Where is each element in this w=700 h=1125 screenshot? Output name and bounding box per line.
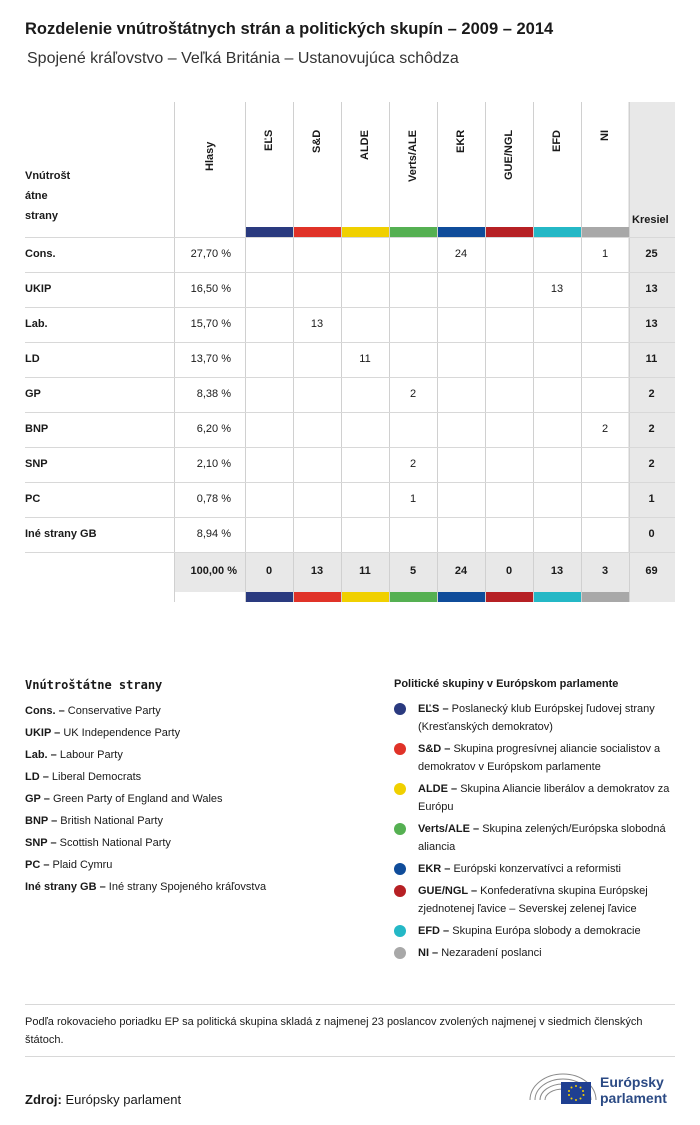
party-legend-abbr: SNP –: [25, 837, 60, 849]
group-legend-item: [394, 882, 684, 918]
group-color-bar-bottom: [486, 592, 533, 602]
group-color-bar-bottom: [294, 592, 341, 602]
party-legend-item: [25, 788, 365, 810]
seat-cell: 2: [409, 458, 417, 470]
column-divider: [533, 102, 534, 602]
seat-cell: 1: [601, 248, 609, 260]
votes-value: 6,20 %: [196, 423, 231, 435]
party-legend-name: Conservative Party: [67, 705, 161, 717]
column-divider: [293, 102, 294, 602]
seat-cell: 13: [310, 318, 324, 330]
group-color-bar: [246, 227, 293, 237]
seats-total: 2: [648, 423, 655, 435]
group-header-alde: ALDE: [359, 130, 371, 160]
group-legend-name: Konfederatívna skupina Európskej zjednotenej ľavice – Severskej zelenej ľavice: [418, 885, 648, 915]
votes-value: 16,50 %: [190, 283, 231, 295]
party-legend-item: [25, 766, 365, 788]
seat-cell: 13: [550, 283, 564, 295]
votes-value: 8,94 %: [196, 528, 231, 540]
votes-value: 27,70 %: [190, 248, 231, 260]
seat-cell: 2: [601, 423, 609, 435]
party-name: Iné strany GB: [25, 528, 97, 540]
seat-cell: 1: [409, 493, 417, 505]
logo-line1: Európsky: [600, 1074, 664, 1090]
group-legend-abbr: EKR –: [418, 863, 454, 875]
group-color-bar: [294, 227, 341, 237]
votes-value: 15,70 %: [190, 318, 231, 330]
party-legend-abbr: UKIP –: [25, 727, 64, 739]
group-header-ekr: EKR: [455, 130, 467, 154]
party-legend-abbr: Lab. –: [25, 749, 60, 761]
group-legend-item: [394, 740, 684, 776]
seat-cell: 11: [359, 353, 371, 365]
group-color-bar: [486, 227, 533, 237]
totals-seat-cell: 24: [454, 565, 468, 577]
source-label: Zdroj:: [25, 1092, 62, 1107]
group-color-dot: [394, 925, 406, 937]
political-groups-legend-heading: Politické skupiny v Európskom parlamente: [394, 678, 619, 690]
source-line: [25, 1092, 181, 1107]
column-divider: [581, 102, 582, 602]
group-legend-item: [394, 780, 684, 816]
totals-seat-cell: 11: [359, 565, 371, 577]
party-name: Cons.: [25, 248, 56, 260]
group-color-dot: [394, 783, 406, 795]
seats-column-header: Kresiel: [632, 214, 669, 226]
group-color-bar-bottom: [246, 592, 293, 602]
seat-cell: 24: [454, 248, 468, 260]
seats-total: 0: [648, 528, 655, 540]
group-color-bar-bottom: [438, 592, 485, 602]
votes-column-header: Hlasy: [204, 142, 216, 172]
group-color-bar-bottom: [534, 592, 581, 602]
row-divider: [25, 552, 675, 553]
group-legend-item: [394, 860, 684, 878]
party-legend-abbr: LD –: [25, 771, 52, 783]
totals-seat-cell: 0: [505, 565, 513, 577]
group-legend-name: Nezaradení poslanci: [441, 947, 542, 959]
group-legend-name: Skupina Európa slobody a demokracie: [452, 925, 641, 937]
votes-value: 8,38 %: [196, 388, 231, 400]
group-legend-abbr: GUE/NGL –: [418, 885, 481, 897]
seats-total: 11: [645, 353, 658, 365]
votes-value: 2,10 %: [196, 458, 231, 470]
group-header-ni: NI: [599, 130, 611, 141]
party-column-header: Vnútrošt átne strany: [25, 170, 71, 222]
group-legend-name: Poslanecký klub Európskej ľudovej strany (Kresťanských demokratov): [418, 703, 655, 733]
party-legend-abbr: GP –: [25, 793, 53, 805]
party-legend-item: [25, 854, 365, 876]
party-legend-item: [25, 700, 365, 722]
totals-seat-cell: 13: [310, 565, 324, 577]
column-divider: [245, 102, 246, 602]
totals-seat-cell: 0: [265, 565, 273, 577]
group-legend-name: Európski konzervatívci a reformisti: [453, 863, 621, 875]
party-name: BNP: [25, 423, 49, 435]
party-legend-name: British National Party: [60, 815, 163, 827]
party-legend-name: Labour Party: [59, 749, 123, 761]
column-divider: [389, 102, 390, 602]
group-header-efd: EFD: [551, 130, 563, 152]
group-legend-item: [394, 944, 684, 962]
group-header-guengl: GUE/NGL: [503, 130, 515, 181]
national-parties-legend-heading: Vnútroštátne strany: [25, 678, 163, 692]
party-legend-abbr: Cons. –: [25, 705, 68, 717]
group-header-vertsale: Verts/ALE: [407, 130, 419, 182]
divider: [25, 1004, 675, 1005]
group-color-bar: [534, 227, 581, 237]
group-legend-abbr: Verts/ALE –: [418, 823, 483, 835]
group-header-es: EĽS: [263, 130, 275, 152]
group-color-dot: [394, 703, 406, 715]
totals-seat-cell: 3: [601, 565, 609, 577]
group-legend-abbr: EĽS –: [418, 703, 452, 715]
party-legend-item: [25, 744, 365, 766]
group-legend-name: Skupina zelených/Európska slobodná aliancia: [418, 823, 666, 853]
party-name: UKIP: [25, 283, 52, 295]
group-legend-abbr: S&D –: [418, 743, 454, 755]
party-legend-abbr: PC –: [25, 859, 53, 871]
group-legend-name: Skupina Aliancie liberálov a demokratov za Európu: [418, 783, 670, 813]
party-legend-item: [25, 810, 365, 832]
group-legend-name: Skupina progresívnej aliancie socialistov a demokratov v Európskom parlamente: [418, 743, 661, 773]
logo-text: [600, 1074, 667, 1106]
hemicycle-icon: [528, 1066, 598, 1108]
column-divider: [485, 102, 486, 602]
logo-line2: parlament: [600, 1090, 667, 1106]
votes-value: 13,70 %: [190, 353, 231, 365]
divider: [25, 1056, 675, 1057]
group-color-bar: [390, 227, 437, 237]
page-title: Rozdelenie vnútroštátnych strán a politických skupín – 2009 – 2014: [25, 20, 554, 38]
group-legend-abbr: NI –: [418, 947, 442, 959]
seats-total: 1: [648, 493, 655, 505]
group-legend-item: [394, 700, 684, 736]
party-name: GP: [25, 388, 41, 400]
party-legend-name: Iné strany Spojeného kráľovstva: [108, 881, 267, 893]
totals-seat-cell: 5: [409, 565, 417, 577]
group-color-bar-bottom: [390, 592, 437, 602]
totals-seats: 69: [645, 565, 658, 577]
seat-cell: 2: [409, 388, 417, 400]
group-color-dot: [394, 823, 406, 835]
party-name: SNP: [25, 458, 48, 470]
seats-total: 13: [645, 318, 658, 330]
group-color-bar-bottom: [342, 592, 389, 602]
party-legend-abbr: BNP –: [25, 815, 61, 827]
party-legend-item: [25, 722, 365, 744]
group-legend-item: [394, 922, 684, 940]
group-color-bar: [438, 227, 485, 237]
group-color-dot: [394, 863, 406, 875]
votes-value: 0,78 %: [196, 493, 231, 505]
party-name: LD: [25, 353, 40, 365]
rules-note: Podľa rokovacieho poriadku EP sa politická skupina skladá z najmenej 23 poslancov zvolených najmenej v siedmich členských štátoch.: [25, 1016, 643, 1046]
seats-total: 13: [645, 283, 658, 295]
party-name: Lab.: [25, 318, 48, 330]
party-legend-item: [25, 876, 365, 898]
group-color-dot: [394, 947, 406, 959]
national-parties-legend: [25, 678, 365, 898]
totals-seat-cell: 13: [550, 565, 564, 577]
group-color-bar-bottom: [582, 592, 629, 602]
group-color-dot: [394, 743, 406, 755]
party-name: PC: [25, 493, 41, 505]
party-legend-item: [25, 832, 365, 854]
party-legend-name: Liberal Democrats: [51, 771, 142, 783]
european-parliament-logo: [528, 1066, 678, 1108]
party-legend-name: Green Party of England and Wales: [52, 793, 223, 805]
party-legend-name: UK Independence Party: [63, 727, 181, 739]
page-subtitle: Spojené kráľovstvo – Veľká Británia – Ustanovujúca schôdza: [27, 50, 459, 67]
totals-votes: 100,00 %: [190, 565, 237, 577]
party-legend-abbr: Iné strany GB –: [25, 881, 109, 893]
group-color-dot: [394, 885, 406, 897]
group-legend-abbr: EFD –: [418, 925, 453, 937]
group-color-bar: [582, 227, 629, 237]
seats-total: 2: [648, 388, 655, 400]
party-legend-name: Plaid Cymru: [52, 859, 113, 871]
source-value: Európsky parlament: [65, 1092, 182, 1107]
seats-total: 25: [645, 248, 658, 260]
group-header-sd: S&D: [311, 130, 323, 154]
group-legend-abbr: ALDE –: [418, 783, 461, 795]
political-groups-legend: [394, 678, 684, 966]
seats-total: 2: [648, 458, 655, 470]
group-color-bar: [342, 227, 389, 237]
group-legend-item: [394, 820, 684, 856]
party-legend-name: Scottish National Party: [59, 837, 171, 849]
column-divider: [437, 102, 438, 602]
